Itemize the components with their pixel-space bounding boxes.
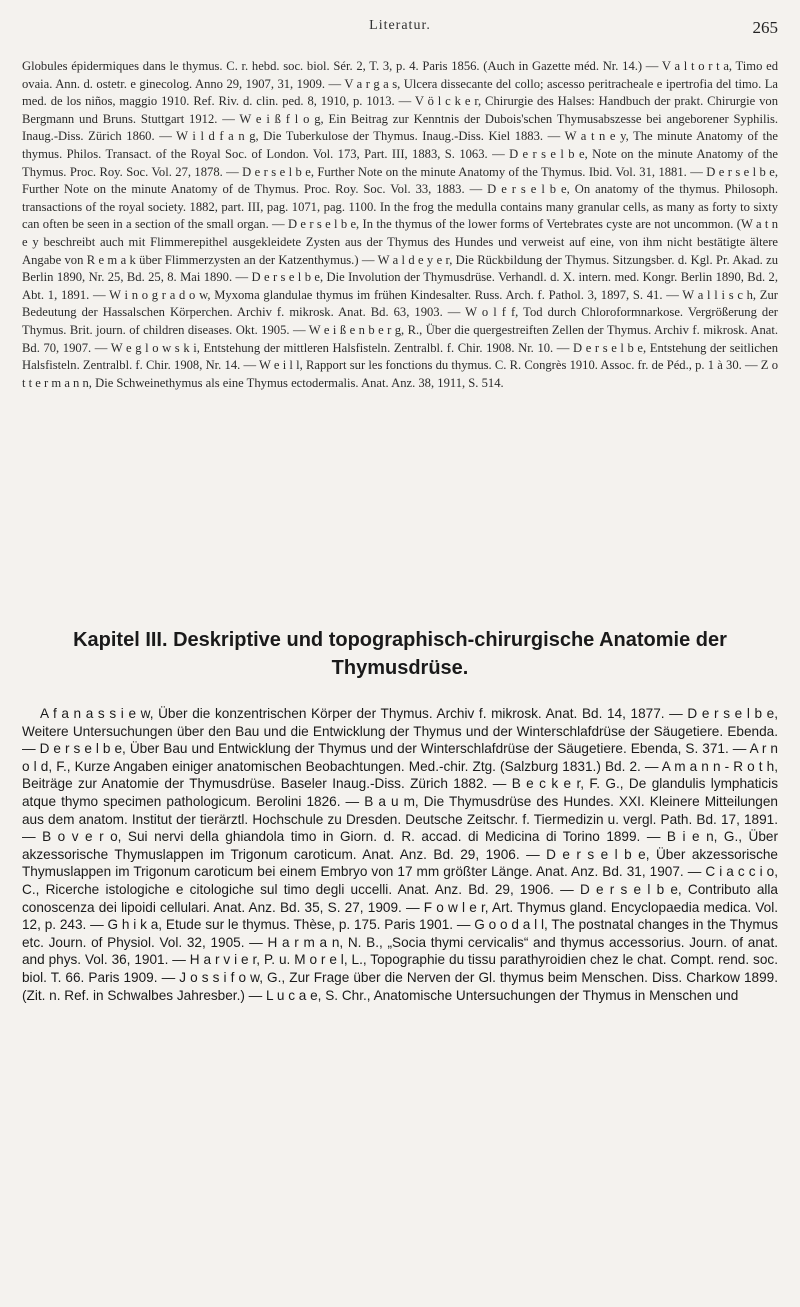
chapter-title-line-2: Thymusdrüse. <box>331 657 469 679</box>
chapter-literature <box>22 705 778 1004</box>
bibliography-continued <box>22 58 778 392</box>
page-number: 265 <box>752 18 778 37</box>
bibliography-paragraph: Globules épidermiques dans le thymus. C. r. hebd. soc. biol. Sér. 2, T. 3, p. 4. Paris 1856. (Auch in Gazette méd. Nr. 14.) — V a l t o r t a, Timo ed ovaia. Ann. d. ostetr. e ginecolog. Anno 29, 1907, 31, 1909. — V a r g a s, Ulcera dissecante del collo; ascesso peritracheale e ipertrofia del timo. La med. de los niños, maggio 1910. Ref. Riv. d. clin. ped. 8, 1910, p. 1013. — V ö l c k e r, Chirurgie des Halses: Handbuch der prakt. Chirurgie von Bergmann und Bruns. Stuttgart 1912. — W e i ß f l o g, Ein Beitrag zur Kenntnis der Dubois'schen Thymusabszesse bei angeborener Syphilis. Inaug.-Diss. Zürich 1860. — W i l d f a n g, Die Tuberkulose der Thymus. Inaug.-Diss. Kiel 1883. — W a t n e y, The minute Anatomy of the thymus. Philos. Transact. of the Royal Soc. of London. Vol. 173, Part. III, 1883, S. 1063. — D e r s e l b e, Note on the minute Anatomy of the Thymus. Proc. Roy. Soc. Vol. 27, 1878. — D e r s e l b e, Further Note on the minute Anatomy of the Thymus. Ibid. Vol. 31, 1881. — D e r s e l b e, Further Note on the minute Anatomy of de Thymus. Proc. Roy. Soc. Vol. 33, 1883. — D e r s e l b e, On anatomy of the thymus. Philosoph. transactions of the royal society. 1882, part. III, pag. 1071, pag. 1100. In the frog the medulla contains many granular cells, as many as forty to sixty can often be seen in a section of the small organ. — D e r s e l b e, In the thymus of the lower forms of Vertebrates cyste are not uncommon. (W a t n e y beschreibt auch mit Flimmerepithel ausgekleidete Zysten aus der Thymus des Hundes und verweist auf eine, von ihm nicht bestätigte ältere Angabe von R e m a k über Flimmerzysten an der Katzenthymus.) — W a l d e y e r, Die Rückbildung der Thymus. Sitzungsber. d. Kgl. Pr. Akad. zu Berlin 1890, Nr. 25, Bd. 25, 8. Mai 1890. — D e r s e l b e, Die Involution der Thymusdrüse. Verhandl. d. X. intern. med. Kongr. Berlin 1890, Bd. 2, Abt. 1, 1891. — W i n o g r a d o w, Myxoma glandulae thymus im frühen Kindesalter. Russ. Arch. f. Pathol. 3, 1897, S. 41. — W a l l i s c h, Zur Bedeutung der Hassalschen Körperchen. Archiv f. mikrosk. Anat. Bd. 63, 1903. — W o l f f, Tod durch Chloroformnarkose. Vergrößerung der Thymus. Brit. journ. of children diseases. Okt. 1905. — W e i ß e n b e r g, R., Über die quergestreiften Zellen der Thymus. Archiv f. mikrosk. Anat. Bd. 70, 1907. — W e g l o w s k i, Entstehung der mittleren Halsfisteln. Zentralbl. f. Chir. 1908. Nr. 10. — D e r s e l b e, Entstehung der seitlichen Halsfisteln. Zentralbl. f. Chir. 1908, Nr. 14. — W e i l l, Rapport sur les fonctions du thymus. C. R. Congrès 1910. Assoc. fr. de Péd., p. 1 à 30. — Z o t t e r m a n n, Die Schweinethymus als eine Thymus ectodermalis. Anat. Anz. 38, 1911, S. 514. <box>22 59 778 390</box>
chapter-title-line-1: Kapitel III. Deskriptive und topographisch-chirurgische Anatomie der <box>73 629 727 651</box>
page-header <box>22 18 778 40</box>
literature-paragraph: A f a n a s s i e w, Über die konzentrischen Körper der Thymus. Archiv f. mikrosk. Anat. Bd. 14, 1877. — D e r s e l b e, Weitere Untersuchungen über den Bau und die Entwicklung der Thymus und der Winterschlafdrüse der Säugetiere. Ebenda. — D e r s e l b e, Über Bau und Entwicklung der Thymus und der Winterschlafdrüse der Säugetiere. Ebenda, S. 371. — A r n o l d, F., Kurze Angaben einiger anatomischen Beobachtungen. Med.-chir. Ztg. (Salzburg 1831.) Bd. 2. — A m a n n - R o t h, Beiträge zur Anatomie der Thymusdrüse. Baseler Inaug.-Diss. Zürich 1882. — B e c k e r, F. G., De glandulis lymphaticis atque thymo specimen pathologicum. Berolini 1826. — B a u m, Die Thymusdrüse des Hundes. XXI. Kleinere Mitteilungen aus dem anatom. Institut der tierärztl. Hochschule zu Dresden. Deutsche Zeitschr. f. Tiermedizin u. vergl. Path. Bd. 17, 1891. — B o v e r o, Sui nervi della ghiandola timo in Giorn. d. R. accad. di Medicina di Torino 1899. — B i e n, G., Über akzessorische Thymuslappen im Trigonum caroticum. Anat. Anz. Bd. 29, 1906. — D e r s e l b e, Über akzessorische Thymuslappen im Trigonum caroticum bei einem Embryo von 17 mm größter Länge. Anat. Anz. Bd. 31, 1907. — C i a c c i o, C., Ricerche istologiche e citologiche sul timo degli uccelli. Anat. Anz. Bd. 29, 1906. — D e r s e l b e, Contributo alla conoscenza dei lipoidi cellulari. Anat. Anz. Bd. 35, S. 27, 1909. — F o w l e r, Art. Thymus gland. Encyclopaedia medica. Vol. 12, p. 243. — G h i k a, Etude sur le thymus. Thèse, p. 175. Paris 1901. — G o o d a l l, The postnatal changes in the Thymus etc. Journ. of Physiol. Vol. 32, 1905. — H a r m a n, N. B., „Socia thymi cervicalis“ and thymus accessorius. Journ. of anat. and phys. Vol. 36, 1901. — H a r v i e r, P. u. M o r e l, L., Topographie du tissu parathyroidien chez le chat. Compt. rend. soc. biol. T. 66. Paris 1909. — J o s s i f o w, G., Zur Frage über die Nerven der Gl. thymus beim Menschen. Diss. Charkow 1899. (Zit. n. Ref. in Schwalbes Jahresber.) — L u c a e, S. Chr., Anatomische Untersuchungen der Thymus in Menschen und <box>22 706 778 1003</box>
chapter-heading <box>22 626 778 682</box>
running-title: Literatur. <box>369 18 431 33</box>
